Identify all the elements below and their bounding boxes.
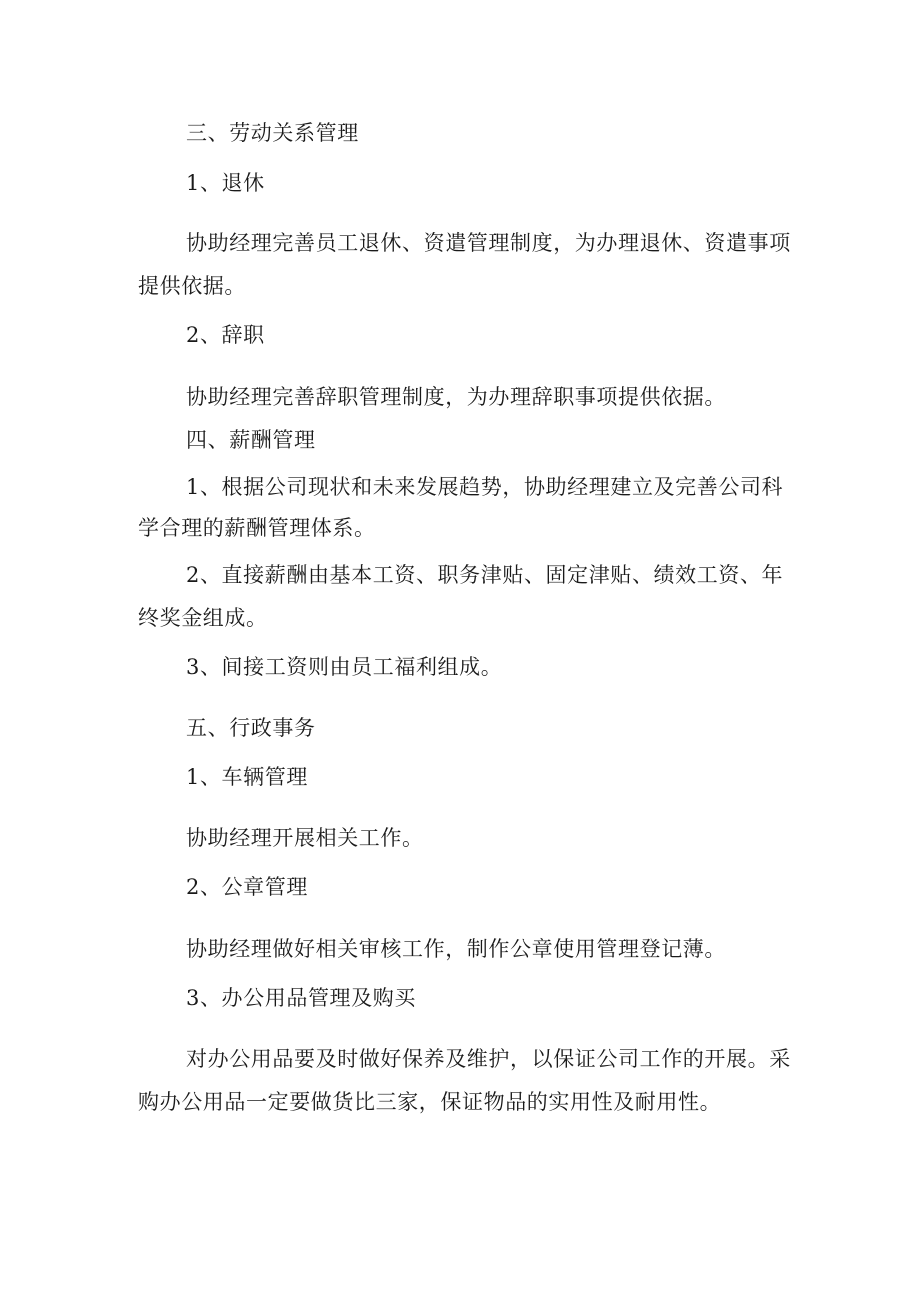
paragraph-office-supplies-line-1: 对办公用品要及时做好保养及维护，以保证公司工作的开展。采 — [186, 1047, 791, 1071]
paragraph-retirement-line-2: 提供依据。 — [138, 274, 246, 298]
paragraph-resignation: 协助经理完善辞职管理制度，为办理辞职事项提供依据。 — [186, 385, 726, 409]
paragraph-vehicles: 协助经理开展相关工作。 — [186, 826, 424, 850]
item-title-seals: 2、公章管理 — [186, 875, 308, 899]
paragraph-retirement-line-1: 协助经理完善员工退休、资遣管理制度，为办理退休、资遣事项 — [186, 231, 791, 255]
item-title-vehicles: 1、车辆管理 — [186, 765, 308, 789]
section-heading-compensation: 四、薪酬管理 — [186, 428, 316, 452]
item-title-resignation: 2、辞职 — [186, 323, 265, 347]
paragraph-compensation-2-line-1: 2、直接薪酬由基本工资、职务津贴、固定津贴、绩效工资、年 — [186, 563, 784, 587]
paragraph-seals: 协助经理做好相关审核工作，制作公章使用管理登记薄。 — [186, 937, 726, 961]
paragraph-compensation-2-line-2: 终奖金组成。 — [138, 606, 268, 630]
paragraph-compensation-1-line-1: 1、根据公司现状和未来发展趋势，协助经理建立及完善公司科 — [186, 475, 784, 499]
section-heading-administration: 五、行政事务 — [186, 716, 316, 740]
paragraph-compensation-3: 3、间接工资则由员工福利组成。 — [186, 655, 503, 679]
paragraph-compensation-1-line-2: 学合理的薪酬管理体系。 — [138, 516, 376, 540]
item-title-office-supplies: 3、办公用品管理及购买 — [186, 986, 416, 1010]
paragraph-office-supplies-line-2: 购办公用品一定要做货比三家，保证物品的实用性及耐用性。 — [138, 1090, 722, 1114]
item-title-retirement: 1、退休 — [186, 171, 265, 195]
section-heading-labor-relations: 三、劳动关系管理 — [186, 121, 359, 145]
